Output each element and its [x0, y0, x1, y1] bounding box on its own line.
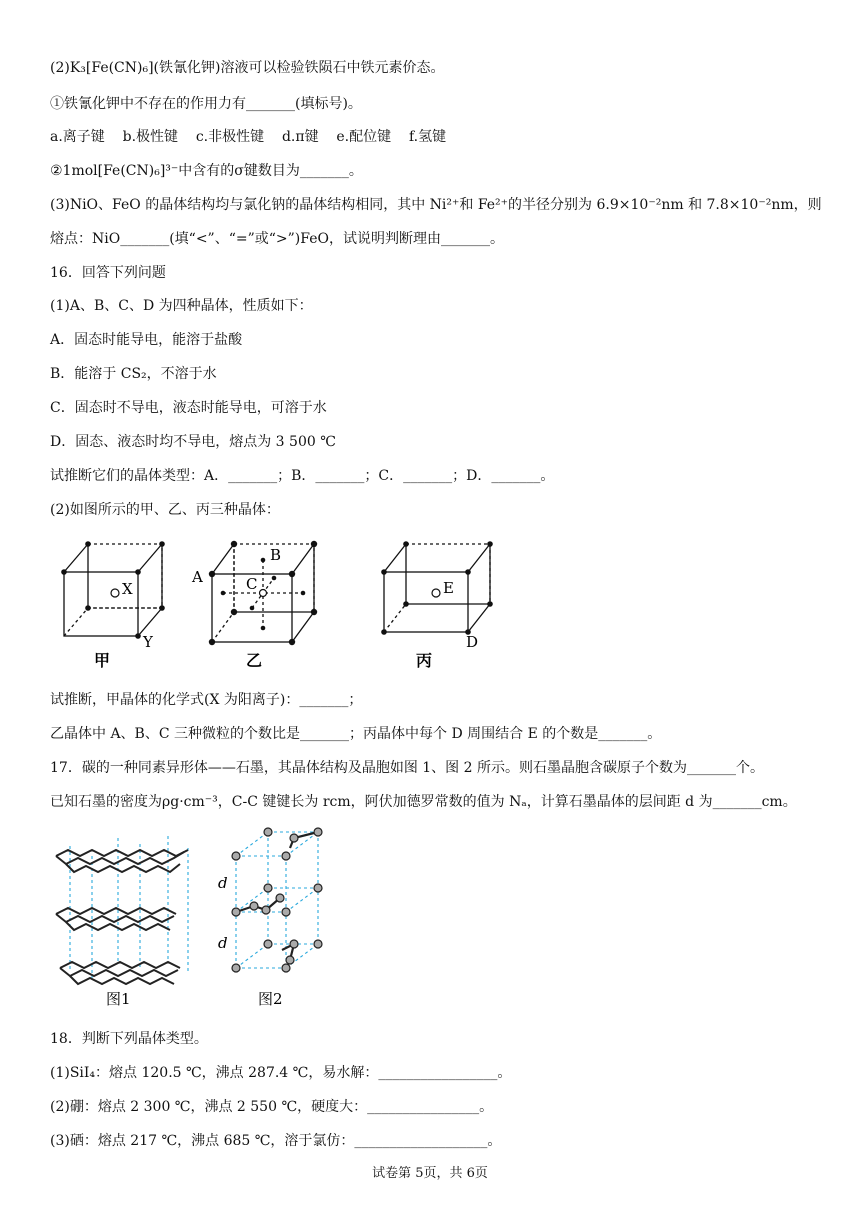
graphite-structure-figure: [48, 826, 208, 1006]
q15-part3-line1: (3)NiO、FeO 的晶体结构均与氯化钠的晶体结构相同，其中 Ni²⁺和 Fe²⁺的半径分别为 6.9×10⁻²nm 和 7.8×10⁻²nm，则: [50, 197, 822, 213]
q16-option-b: B．能溶于 CS₂，不溶于水: [50, 366, 217, 382]
label-D: D: [466, 633, 479, 651]
d-label-upper: d: [218, 874, 228, 892]
d-label-lower: d: [218, 934, 228, 952]
q15-part2-intro: (2)K₃[Fe(CN)₆](铁氰化钾)溶液可以检验铁陨石中铁元素价态。: [50, 60, 445, 76]
label-C: C: [246, 575, 258, 593]
q16-p2-ask2: 乙晶体中 A、B、C 三种微粒的个数比是_______；丙晶体中每个 D 周围结合 E 的个数是_______。: [50, 726, 662, 742]
q16-p2-intro: (2)如图所示的甲、乙、丙三种晶体：: [50, 502, 280, 518]
q15-sub2: ②1mol[Fe(CN)₆]³⁻中含有的σ键数目为_______。: [50, 163, 363, 179]
q16-option-c: C．固态时不导电，液态时能导电，可溶于水: [50, 400, 327, 416]
crystal-yi-figure: [188, 540, 338, 670]
q18-item1: (1)SiI₄：熔点 120.5 ℃，沸点 287.4 ℃，易水解：_________________。: [50, 1065, 512, 1081]
q15-sub1: ①铁氰化钾中不存在的作用力有_______(填标号)。: [50, 96, 362, 112]
graphite-unit-cell-figure: [210, 826, 340, 1006]
q16-option-a: A．固态时能导电，能溶于盐酸: [50, 332, 243, 348]
option-c: c.非极性键: [195, 129, 265, 145]
q17-line2: 已知石墨的密度为ρg·cm⁻³，C-C 键键长为 rcm，阿伏加德罗常数的值为 Nₐ，计算石墨晶体的层间距 d 为_______cm。: [50, 794, 797, 810]
label-B: B: [270, 546, 282, 564]
q16-p1-ask: 试推断它们的晶体类型：A．_______；B．_______；C．_______；D．_______。: [50, 468, 555, 484]
caption-yi: 乙: [246, 651, 263, 670]
caption-bing: 丙: [416, 651, 433, 670]
option-e: e.配位键: [336, 129, 392, 145]
option-a: a.离子键: [50, 129, 105, 145]
label-Y: Y: [143, 633, 153, 651]
q16-title: 16．回答下列问题: [50, 265, 166, 281]
fig2-caption: 图2: [258, 990, 283, 1006]
option-f: f.氢键: [408, 129, 447, 145]
q15-options: [50, 127, 446, 147]
caption-jia: 甲: [94, 651, 111, 670]
q16-p2-ask1: 试推断，甲晶体的化学式(X 为阳离子)：_______；: [50, 692, 363, 708]
q16-option-d: D．固态、液态时均不导电，熔点为 3 500 ℃: [50, 434, 336, 450]
label-X: X: [122, 580, 133, 598]
page-footer: 试卷第 5页，共 6页: [372, 1166, 488, 1181]
q18-title: 18．判断下列晶体类型。: [50, 1031, 208, 1047]
q17-line1: 17．碳的一种同素异形体——石墨，其晶体结构及晶胞如图 1、图 2 所示。则石墨晶胞含碳原子个数为_______个。: [50, 760, 764, 776]
option-d: d.π键: [281, 129, 319, 145]
label-E: E: [443, 579, 454, 597]
q18-item3: (3)硒：熔点 217 ℃，沸点 685 ℃，溶于氯仿：___________________。: [50, 1133, 502, 1149]
crystal-bing-figure: [376, 538, 496, 670]
q15-part3-line2: 熔点：NiO_______(填“<”、“=”或“>”)FeO，试说明判断理由_______。: [50, 231, 504, 247]
q18-item2: (2)硼：熔点 2 300 ℃，沸点 2 550 ℃，硬度大：________________。: [50, 1099, 494, 1115]
option-b: b.极性键: [122, 129, 179, 145]
label-A: A: [192, 568, 203, 586]
q16-p1-intro: (1)A、B、C、D 为四种晶体，性质如下：: [50, 298, 313, 314]
fig1-caption: 图1: [106, 990, 131, 1006]
crystal-jia-figure: [52, 538, 172, 670]
